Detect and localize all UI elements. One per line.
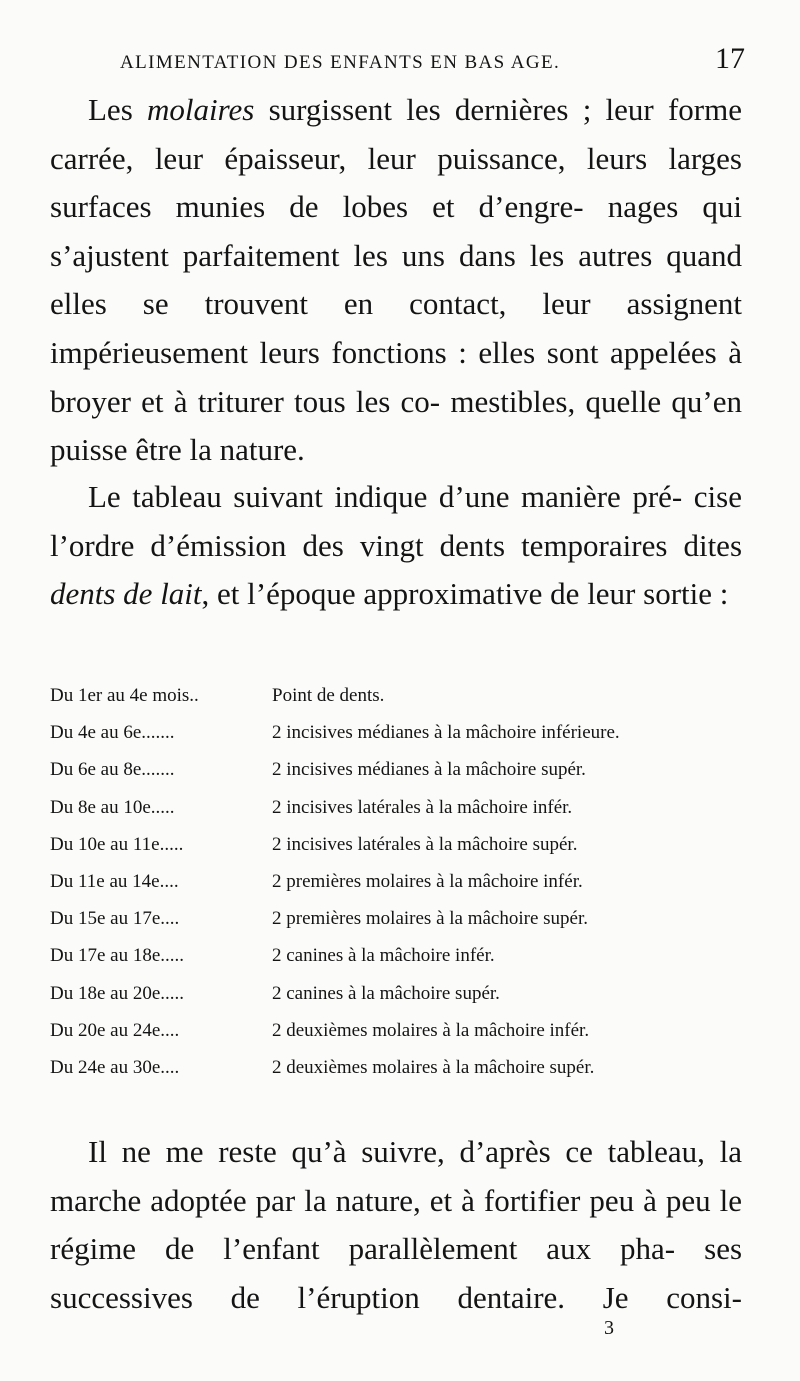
text-run: la marche adoptée par la nature, et à fortifier peu bbox=[50, 1134, 742, 1218]
row-range: Du 6e au 8e....... bbox=[50, 759, 175, 781]
text-run: dites bbox=[683, 527, 743, 563]
page-header bbox=[120, 42, 745, 76]
row-description: 2 canines à la mâchoire supér. bbox=[272, 982, 500, 1004]
table-row bbox=[50, 751, 750, 788]
row-description: 2 incisives médianes à la mâchoire supér. bbox=[272, 759, 586, 781]
row-description: 2 premières molaires à la mâchoire supér. bbox=[272, 908, 589, 930]
table-row bbox=[50, 1049, 750, 1086]
paragraph-conclusion bbox=[50, 1128, 742, 1322]
row-range: Du 11e au 14e.... bbox=[50, 870, 179, 892]
running-head: ALIMENTATION DES ENFANTS EN BAS AGE. bbox=[120, 52, 561, 73]
signature-mark: 3 bbox=[604, 1317, 614, 1339]
paragraph-molaires bbox=[50, 86, 742, 475]
table-row bbox=[50, 1012, 750, 1049]
text-run: assignent impérieusement leurs fonctions : elles bbox=[50, 286, 742, 370]
row-description: 2 premières molaires à la mâchoire infér. bbox=[272, 870, 583, 892]
text-run: surgissent les dernières ; leur bbox=[254, 92, 654, 127]
text-run: mestibles, quelle qu’en puisse être la nature. bbox=[50, 383, 742, 468]
text-run: Le tableau suivant indique d’une manière pré- bbox=[88, 479, 683, 514]
italic-term: dents de lait bbox=[50, 576, 202, 612]
row-description: 2 incisives médianes à la mâchoire inférieure. bbox=[272, 722, 620, 744]
text-run: à peu le régime de l’enfant parallèlement aux pha- bbox=[50, 1182, 743, 1267]
row-range: Du 24e au 30e.... bbox=[50, 1056, 180, 1078]
row-description: 2 deuxièmes molaires à la mâchoire supér. bbox=[272, 1056, 595, 1078]
row-range: Du 8e au 10e..... bbox=[50, 796, 175, 818]
row-range: Du 15e au 17e.... bbox=[50, 908, 180, 930]
text-run: Les bbox=[88, 92, 147, 127]
text-run: , et l’époque approximative de bbox=[201, 576, 580, 612]
text-run: cise l’ordre d’émission des vingt dents temporaires bbox=[50, 479, 742, 563]
table-row bbox=[50, 900, 750, 937]
page-number: 17 bbox=[715, 42, 745, 75]
text-run: ses successives de l’éruption dentaire. Je consi- bbox=[50, 1231, 743, 1315]
row-description: 2 deuxièmes molaires à la mâchoire infér. bbox=[272, 1019, 590, 1041]
row-description: 2 incisives latérales à la mâchoire infér. bbox=[272, 796, 573, 818]
row-description: 2 incisives latérales à la mâchoire supér. bbox=[272, 833, 578, 855]
text-run: forme carrée, leur épaisseur, leur puissance, bbox=[50, 92, 742, 176]
row-range: Du 4e au 6e....... bbox=[50, 722, 175, 744]
row-description: Point de dents. bbox=[272, 685, 385, 706]
table-row bbox=[50, 677, 750, 714]
paragraph-tableau-intro bbox=[50, 473, 742, 619]
table-row bbox=[50, 789, 750, 826]
table-row bbox=[50, 937, 750, 974]
text-run: nages qui s’ajustent parfaitement les uns dans les bbox=[50, 189, 742, 273]
row-range: Du 1er au 4e mois.. bbox=[50, 685, 199, 706]
row-range: Du 17e au 18e..... bbox=[50, 945, 185, 967]
text-run: sont appelées à broyer et à triturer tous les co- bbox=[50, 334, 743, 419]
text-run: leur sortie : bbox=[587, 576, 729, 612]
eruption-table bbox=[50, 677, 750, 1086]
text-run: leurs larges surfaces munies de lobes et d’engre- bbox=[50, 140, 742, 225]
table-row bbox=[50, 863, 750, 900]
row-range: Du 20e au 24e.... bbox=[50, 1019, 180, 1041]
table-row bbox=[50, 714, 750, 751]
row-description: 2 canines à la mâchoire infér. bbox=[272, 945, 495, 967]
text-run: Il ne me reste qu’à suivre, d’après ce tableau, bbox=[88, 1134, 705, 1169]
row-range: Du 18e au 20e..... bbox=[50, 982, 185, 1004]
row-range: Du 10e au 11e..... bbox=[50, 833, 184, 855]
italic-term: molaires bbox=[146, 92, 255, 127]
text-run: autres quand elles se trouvent en contact, leur bbox=[50, 237, 743, 322]
table-row bbox=[50, 975, 750, 1012]
table-row bbox=[50, 826, 750, 863]
